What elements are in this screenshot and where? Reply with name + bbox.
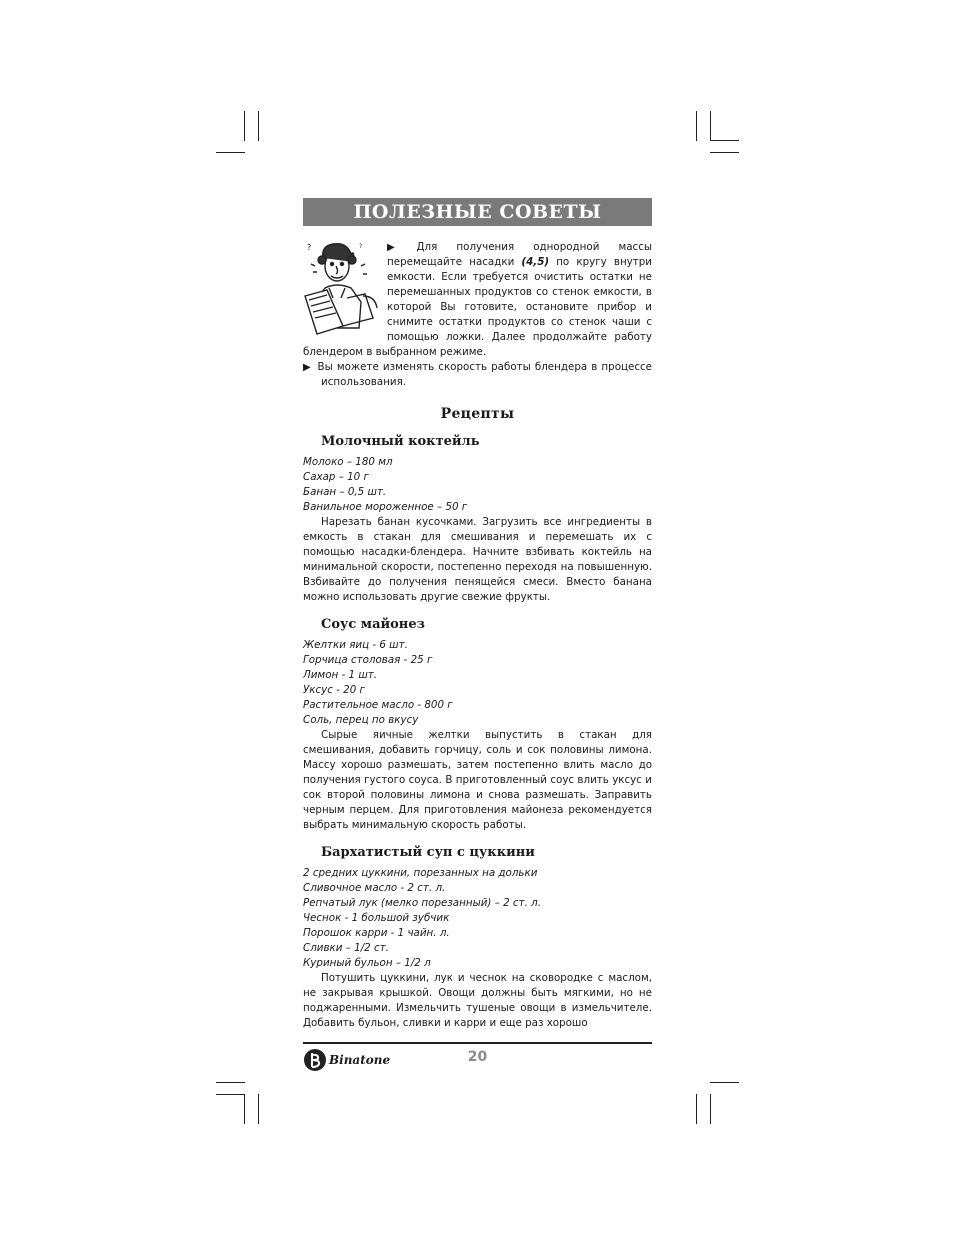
ingredient: Сахар – 10 г — [303, 471, 369, 483]
tips-block — [303, 240, 652, 390]
recipe — [303, 434, 652, 605]
ingredient: Горчица столовая - 25 г — [303, 654, 433, 666]
recipe-instructions: Нарезать банан кусочками. Загрузить все ингредиенты в емкость в стакан для смешивания и перемешать их с помощью насадки-блендера. Начните взбивать коктейль на минимальной скорости, постепенно переходя на повышенную. Взбивайте до получения пенящейся смеси. Вместо банана можно использовать другие свежие фрукты. — [303, 516, 652, 603]
ingredient: Репчатый лук (мелко порезанный) – 2 ст. л. — [303, 897, 541, 909]
page-content — [303, 198, 652, 1031]
crop-mark — [216, 152, 245, 153]
tip-item — [303, 240, 652, 360]
ingredient: Банан – 0,5 шт. — [303, 486, 387, 498]
recipe-title: Молочный коктейль — [321, 434, 480, 449]
ingredient: 2 средних цуккини, порезанных на дольки — [303, 867, 538, 879]
page-banner-title: ПОЛЕЗНЫЕ СОВЕТЫ — [303, 198, 652, 226]
tip-item — [303, 360, 652, 390]
crop-mark — [696, 1094, 697, 1124]
ingredient: Сливочное масло - 2 ст. л. — [303, 882, 446, 894]
crop-mark — [710, 152, 739, 153]
crop-mark — [244, 1094, 245, 1124]
crop-mark — [710, 1082, 739, 1083]
crop-mark — [244, 111, 245, 141]
ingredient: Порошок карри - 1 чайн. л. — [303, 927, 450, 939]
ingredient: Уксус - 20 г — [303, 684, 365, 696]
svg-text:?: ? — [359, 243, 363, 250]
crop-mark — [216, 1082, 245, 1083]
section-title: Рецепты — [440, 406, 515, 422]
ingredient: Растительное масло - 800 г — [303, 699, 453, 711]
crop-mark — [710, 111, 711, 141]
page-footer — [303, 1042, 652, 1074]
ingredient: Соль, перец по вкусу — [303, 714, 419, 726]
ingredient: Куриный бульон – 1/2 л — [303, 957, 431, 969]
page-number: 20 — [467, 1049, 488, 1065]
crop-mark — [710, 1094, 711, 1124]
ingredient: Лимон - 1 шт. — [303, 669, 378, 681]
ingredient: Молоко – 180 мл — [303, 456, 393, 468]
ingredient: Сливки – 1/2 ст. — [303, 942, 389, 954]
crop-mark — [696, 111, 697, 141]
brand-name: Binatone — [329, 1053, 391, 1067]
recipe-instructions: Сырые яичные желтки выпустить в стакан для смешивания, добавить горчицу, соль и сок половины лимона. Массу хорошо размешать, затем постепенно влить масло до получения густого соуса. В приготовленный соус влить уксус и сок второй половины лимона и снова размешать. Заправить черным перцем. Для приготовления майонеза рекомендуется выбрать минимальную скорость работы. — [303, 729, 652, 831]
recipe — [303, 845, 652, 1031]
ingredient: Ванильное мороженное – 50 г — [303, 501, 468, 513]
bullet-arrow-icon: ▶ — [387, 242, 411, 253]
tip-text: Вы можете изменять скорость работы блендера в процессе использования. — [317, 361, 653, 388]
recipe-instructions: Потушить цуккини, лук и чеснок на сковородке с маслом, не закрывая крышкой. Овощи должны быть мягкими, но не поджаренными. Измельчить тушеные овощи в измельчителе. Добавить бульон, сливки и карри и еще раз хорошо — [303, 972, 652, 1029]
crop-mark — [258, 111, 259, 141]
crop-mark — [216, 1094, 245, 1095]
bullet-arrow-icon: ▶ — [303, 362, 312, 373]
svg-text:?: ? — [307, 243, 312, 252]
ingredient: Чеснок - 1 большой зубчик — [303, 912, 450, 924]
recipe-title: Соус майонез — [321, 617, 425, 632]
recipe — [303, 617, 652, 833]
crop-mark — [258, 1094, 259, 1124]
tip-part-number: (4,5) — [521, 256, 550, 268]
tip-text-after: по кругу внутри емкости. Если требуется очистить остатки не перемешанных продуктов со стенок емкости, в которой Вы готовите, остановите прибор и снимите остатки продуктов со стенок чаши с помощью ложки. Далее продолжайте работу блендером в выбранном режиме. — [303, 256, 652, 358]
recipe-title: Бархатистый суп с цуккини — [321, 845, 535, 860]
tip-text-before: Для получения однородной массы перемещайте насадки — [387, 241, 652, 268]
ingredient: Желтки яиц - 6 шт. — [303, 639, 408, 651]
crop-mark — [710, 140, 739, 141]
